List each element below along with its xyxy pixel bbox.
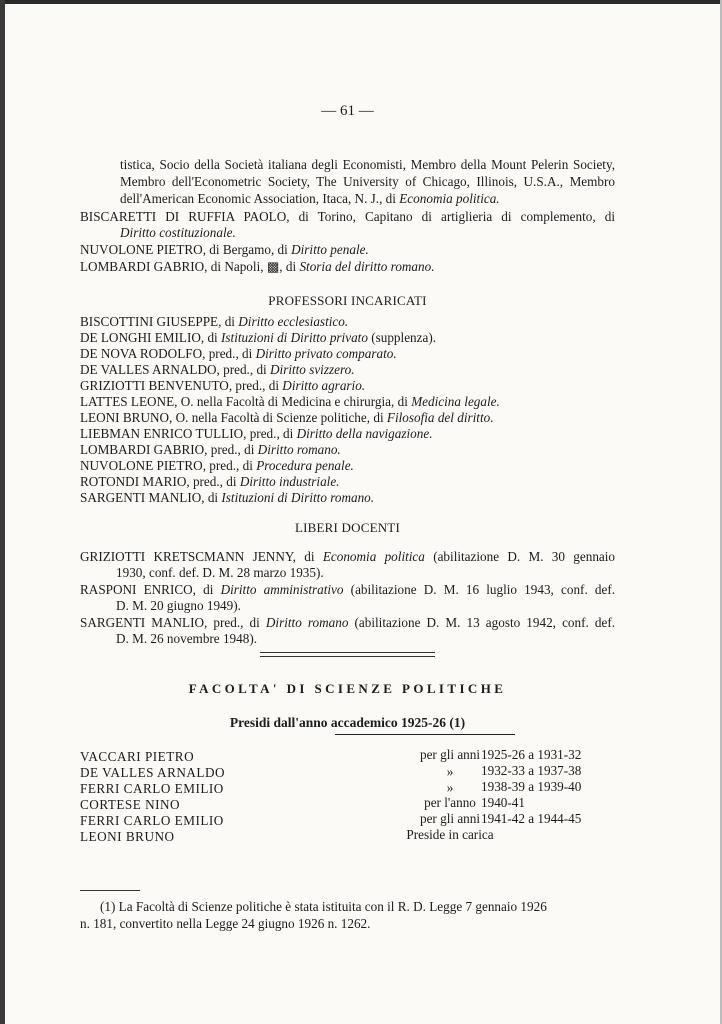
preside-name: FERRI CARLO EMILIO (80, 813, 224, 828)
incaricato-entry: LEONI BRUNO, O. nella Facoltà di Scienze politiche, di Filosofia del diritto. (80, 410, 494, 425)
scan-left-edge (0, 0, 5, 1024)
preside-period: » (446, 764, 454, 779)
page-number: — 61 — (321, 103, 374, 119)
presidi-heading: Presidi dall'anno accademico 1925-26 (1) (229, 715, 466, 730)
docente-entry: SARGENTI MANLIO, pred., di Diritto romano (abilitazione D. M. 13 agosto 1942, conf. def. (80, 615, 616, 630)
preside-years: 1932-33 a 1937-38 (481, 763, 582, 778)
section-heading-incaricati: PROFESSORI INCARICATI (268, 293, 427, 308)
preside-period: » (446, 780, 454, 795)
preside-name: LEONI BRUNO (80, 829, 175, 844)
incaricato-entry: GRIZIOTTI BENVENUTO, pred., di Diritto agrario. (80, 378, 366, 393)
professor-entry-cont: Diritto costituzionale. (120, 225, 236, 240)
cross-symbol-icon: ▩ (266, 259, 280, 274)
presidi-underline (335, 734, 515, 735)
footnote-line: n. 181, convertito nella Legge 24 giugno 1926 n. 1262. (80, 916, 371, 931)
incaricato-entry: LOMBARDI GABRIO, pred., di Diritto romano. (80, 442, 341, 457)
preside-period: per gli anni (419, 747, 481, 762)
section-divider (260, 652, 435, 657)
docente-entry-cont: 1930, conf. def. D. M. 28 marzo 1935). (116, 565, 324, 580)
incaricato-entry: DE VALLES ARNALDO, pred., di Diritto svizzero. (80, 362, 355, 377)
intro-line: tistica, Socio della Società italiana degli Economisti, Membro della Mount Pelerin Society, (120, 157, 615, 172)
incaricato-entry: DE LONGHI EMILIO, di Istituzioni di Diritto privato (supplenza). (80, 330, 437, 345)
footnote-line: (1) La Facoltà di Scienze politiche è stata istituita con il R. D. Legge 7 gennaio 1926 (100, 899, 547, 914)
incaricato-entry: NUVOLONE PIETRO, pred., di Procedura penale. (80, 458, 354, 473)
preside-years: 1941-42 a 1944-45 (481, 811, 582, 826)
section-heading-docenti: LIBERI DOCENTI (295, 520, 400, 535)
incaricato-entry: BISCOTTINI GIUSEPPE, di Diritto ecclesiastico. (80, 314, 349, 329)
preside-years: 1940-41 (481, 795, 525, 810)
professor-entry: BISCARETTI DI RUFFIA PAOLO, di Torino, Capitano di artiglieria di complemento, di (80, 209, 615, 224)
preside-period: per gli anni (419, 811, 481, 826)
professor-entry: LOMBARDI GABRIO, di Napoli, ▩, di Storia del diritto romano. (80, 259, 435, 274)
incaricato-entry: LATTES LEONE, O. nella Facoltà di Medicina e chirurgia, di Medicina legale. (80, 394, 500, 409)
docente-entry: GRIZIOTTI KRETSCMANN JENNY, di Economia politica (abilitazione D. M. 30 gennaio (80, 549, 616, 564)
docente-entry-cont: D. M. 20 giugno 1949). (116, 598, 241, 613)
preside-years: 1925-26 a 1931-32 (481, 747, 582, 762)
preside-name: DE VALLES ARNALDO (80, 765, 226, 780)
professor-entry: NUVOLONE PIETRO, di Bergamo, di Diritto penale. (80, 242, 369, 257)
incaricato-entry: SARGENTI MANLIO, di Istituzioni di Diritto romano. (80, 490, 375, 505)
intro-line: dell'American Economic Association, Itaca, N. J., di Economia politica. (120, 191, 500, 206)
preside-period: per l'anno (424, 795, 476, 810)
preside-name: VACCARI PIETRO (80, 749, 195, 764)
footnote-rule (80, 890, 140, 891)
docente-entry: RASPONI ENRICO, di Diritto amministrativo (abilitazione D. M. 16 luglio 1943, conf. def. (80, 582, 616, 597)
preside-name: CORTESE NINO (80, 797, 181, 812)
scan-top-edge (0, 0, 722, 4)
incaricato-entry: ROTONDI MARIO, pred., di Diritto industriale. (80, 474, 340, 489)
intro-line: Membro dell'Econometric Society, The University of Chicago, Illinois, U.S.A., Membro (120, 174, 615, 189)
preside-name: FERRI CARLO EMILIO (80, 781, 224, 796)
docente-entry-cont: D. M. 26 novembre 1948). (116, 631, 258, 646)
incaricato-entry: LIEBMAN ENRICO TULLIO, pred., di Diritto della navigazione. (80, 426, 433, 441)
preside-period: Preside in carica (406, 827, 494, 842)
preside-years: 1938-39 a 1939-40 (481, 779, 582, 794)
incaricato-entry: DE NOVA RODOLFO, pred., di Diritto privato comparato. (80, 346, 397, 361)
faculty-heading: FACOLTA' DI SCIENZE POLITICHE (188, 681, 507, 696)
